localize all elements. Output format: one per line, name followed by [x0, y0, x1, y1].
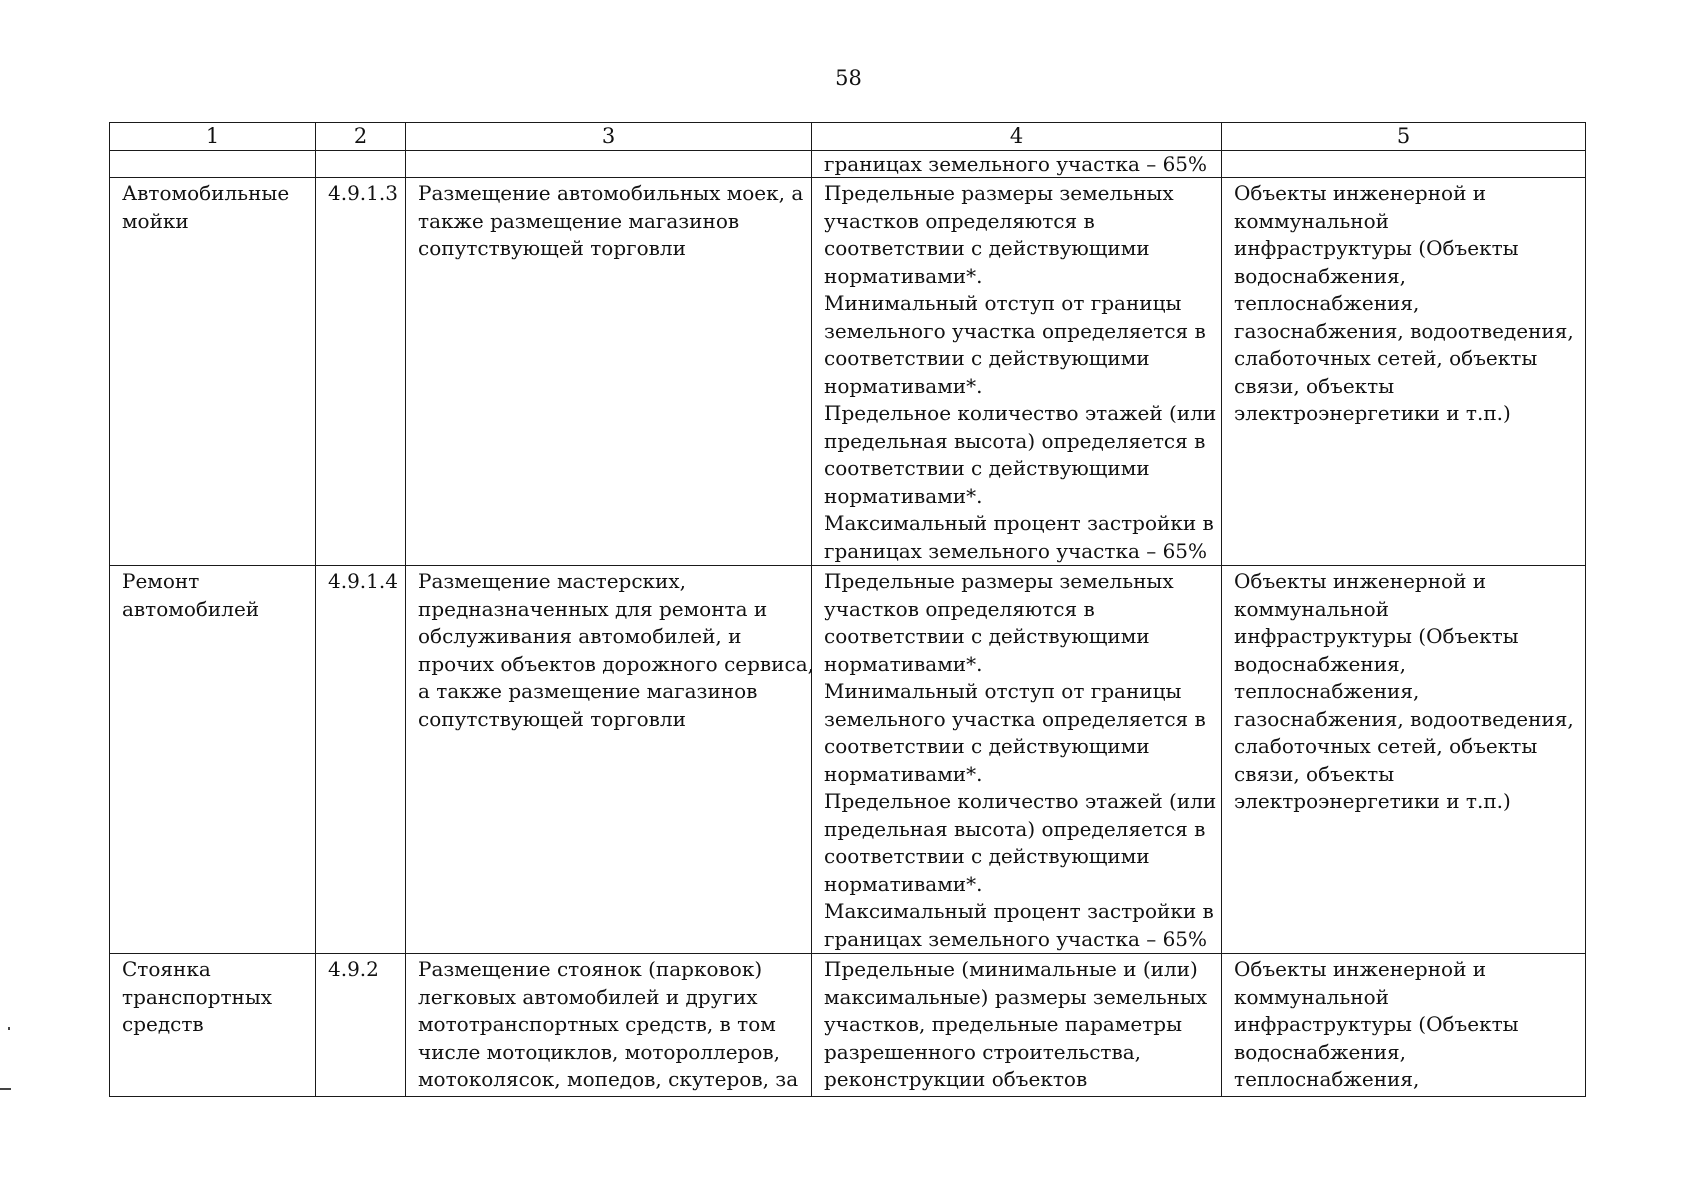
text-line: коммунальной [1234, 984, 1389, 1009]
auxiliary-uses-cell [1222, 954, 1586, 1097]
land-use-name-cell [110, 566, 316, 954]
text-line: числе мотоциклов, мотороллеров, [418, 1039, 781, 1064]
text-line: участков определяются в [824, 596, 1095, 621]
text-line: соответствии с действующими [824, 844, 1150, 868]
column-number-2: 2 [316, 123, 406, 151]
text-line: также размещение магазинов [418, 208, 740, 233]
continuation-row [110, 151, 1586, 178]
text-line: нормативами*. [824, 871, 983, 896]
table-row [110, 178, 1586, 566]
text-line: Предельные размеры земельных [824, 181, 1174, 205]
text-line: Предельные (минимальные и (или) [824, 957, 1198, 981]
text-line: границах земельного участка – 65% [824, 538, 1208, 563]
text-line: Объекты инженерной и [1234, 569, 1487, 593]
text-line: земельного участка определяется в [824, 318, 1206, 343]
text-line: Объекты инженерной и [1234, 181, 1487, 205]
text-line: Размещение мастерских, [418, 569, 687, 593]
parameters-cell [812, 954, 1222, 1097]
text-line: Предельное количество этажей (или [824, 401, 1217, 425]
text-line: электроэнергетики и т.п.) [1234, 401, 1511, 425]
text-line: соответствии с действующими [824, 456, 1150, 480]
text-line: Предельные размеры земельных [824, 569, 1174, 593]
table-row [110, 954, 1586, 1097]
land-use-code-cell: 4.9.1.4 [316, 566, 406, 954]
cont-cell-2 [316, 151, 406, 178]
text-line: предназначенных для ремонта и [418, 596, 768, 621]
text-line: Минимальный отступ от границы [824, 679, 1182, 703]
text-line: предельная высота) определяется в [824, 816, 1206, 841]
parameters-cell [812, 566, 1222, 954]
text-line: коммунальной [1234, 596, 1389, 621]
text-line: предельная высота) определяется в [824, 428, 1206, 453]
auxiliary-uses-cell [1222, 178, 1586, 566]
text-line: сопутствующей торговли [418, 236, 686, 260]
text-line: мотоколясок, мопедов, скутеров, за [418, 1067, 799, 1091]
text-line: нормативами*. [824, 373, 983, 398]
auxiliary-uses-cell [1222, 566, 1586, 954]
description-cell [406, 178, 812, 566]
text-line: мойки [122, 208, 189, 233]
text-line: нормативами*. [824, 651, 983, 676]
text-line: участков определяются в [824, 208, 1095, 233]
text-line: участков, предельные параметры [824, 1012, 1183, 1036]
text-line: Автомобильные [122, 181, 290, 205]
text-line: водоснабжения, [1234, 263, 1407, 288]
text-line: Предельное количество этажей (или [824, 789, 1217, 813]
cont-cell-3 [406, 151, 812, 178]
text-line: соответствии с действующими [824, 346, 1150, 370]
land-use-code-cell: 4.9.1.3 [316, 178, 406, 566]
land-use-name-cell [110, 954, 316, 1097]
page-number: 58 [835, 66, 862, 90]
text-line: коммунальной [1234, 208, 1389, 233]
text-line: слаботочных сетей, объекты [1234, 734, 1538, 758]
column-number-5: 5 [1222, 123, 1586, 151]
text-line: прочих объектов дорожного сервиса, [418, 651, 814, 676]
text-line: нормативами*. [824, 761, 983, 786]
text-line: инфраструктуры (Объекты [1234, 624, 1519, 648]
text-line: газоснабжения, водоотведения, [1234, 706, 1574, 731]
text-line: мототранспортных средств, в том [418, 1012, 776, 1036]
text-line: соответствии с действующими [824, 734, 1150, 758]
text-line: Максимальный процент застройки в [824, 899, 1214, 923]
text-line: обслуживания автомобилей, и [418, 624, 742, 648]
land-use-table [109, 122, 1586, 1097]
text-line: средств [122, 1012, 204, 1036]
text-line: водоснабжения, [1234, 1039, 1407, 1064]
text-line: Размещение автомобильных моек, а [418, 181, 804, 205]
text-line: инфраструктуры (Объекты [1234, 236, 1519, 260]
text-line: а также размещение магазинов [418, 679, 758, 703]
text-line: Ремонт [122, 569, 200, 593]
table-row [110, 566, 1586, 954]
scan-margin-mark [0, 1088, 11, 1090]
text-line: водоснабжения, [1234, 651, 1407, 676]
text-line: автомобилей [122, 596, 260, 621]
text-line: газоснабжения, водоотведения, [1234, 318, 1574, 343]
scan-margin-dot [8, 1027, 10, 1030]
text-line: Объекты инженерной и [1234, 957, 1487, 981]
text-line: Максимальный процент застройки в [824, 511, 1214, 535]
text-line: соответствии с действующими [824, 236, 1150, 260]
text-line: сопутствующей торговли [418, 706, 686, 731]
text-line: Размещение стоянок (парковок) [418, 957, 763, 981]
description-cell [406, 566, 812, 954]
text-line: теплоснабжения, [1234, 1067, 1420, 1091]
text-line: электроэнергетики и т.п.) [1234, 789, 1511, 813]
text-line: границах земельного участка – 65% [824, 152, 1208, 176]
text-line: границах земельного участка – 65% [824, 926, 1208, 951]
parameters-cell [812, 178, 1222, 566]
text-line: реконструкции объектов [824, 1067, 1088, 1091]
land-use-code-cell: 4.9.2 [316, 954, 406, 1097]
description-cell [406, 954, 812, 1097]
cont-cell-parameters [812, 151, 1222, 178]
land-use-name-cell [110, 178, 316, 566]
text-line: слаботочных сетей, объекты [1234, 346, 1538, 370]
text-line: нормативами*. [824, 263, 983, 288]
text-line: разрешенного строительства, [824, 1039, 1142, 1064]
text-line: максимальные) размеры земельных [824, 984, 1208, 1009]
text-line: Стоянка [122, 957, 211, 981]
text-line: инфраструктуры (Объекты [1234, 1012, 1519, 1036]
column-number-4: 4 [812, 123, 1222, 151]
column-number-row [110, 123, 1586, 151]
text-line: Минимальный отступ от границы [824, 291, 1182, 315]
column-number-1: 1 [110, 123, 316, 151]
cont-cell-1 [110, 151, 316, 178]
text-line: нормативами*. [824, 483, 983, 508]
text-line: земельного участка определяется в [824, 706, 1206, 731]
text-line: транспортных [122, 984, 273, 1009]
text-line: легковых автомобилей и других [418, 984, 758, 1009]
column-number-3: 3 [406, 123, 812, 151]
text-line: связи, объекты [1234, 373, 1395, 398]
text-line: связи, объекты [1234, 761, 1395, 786]
text-line: теплоснабжения, [1234, 679, 1420, 703]
text-line: соответствии с действующими [824, 624, 1150, 648]
text-line: теплоснабжения, [1234, 291, 1420, 315]
cont-cell-5 [1222, 151, 1586, 178]
